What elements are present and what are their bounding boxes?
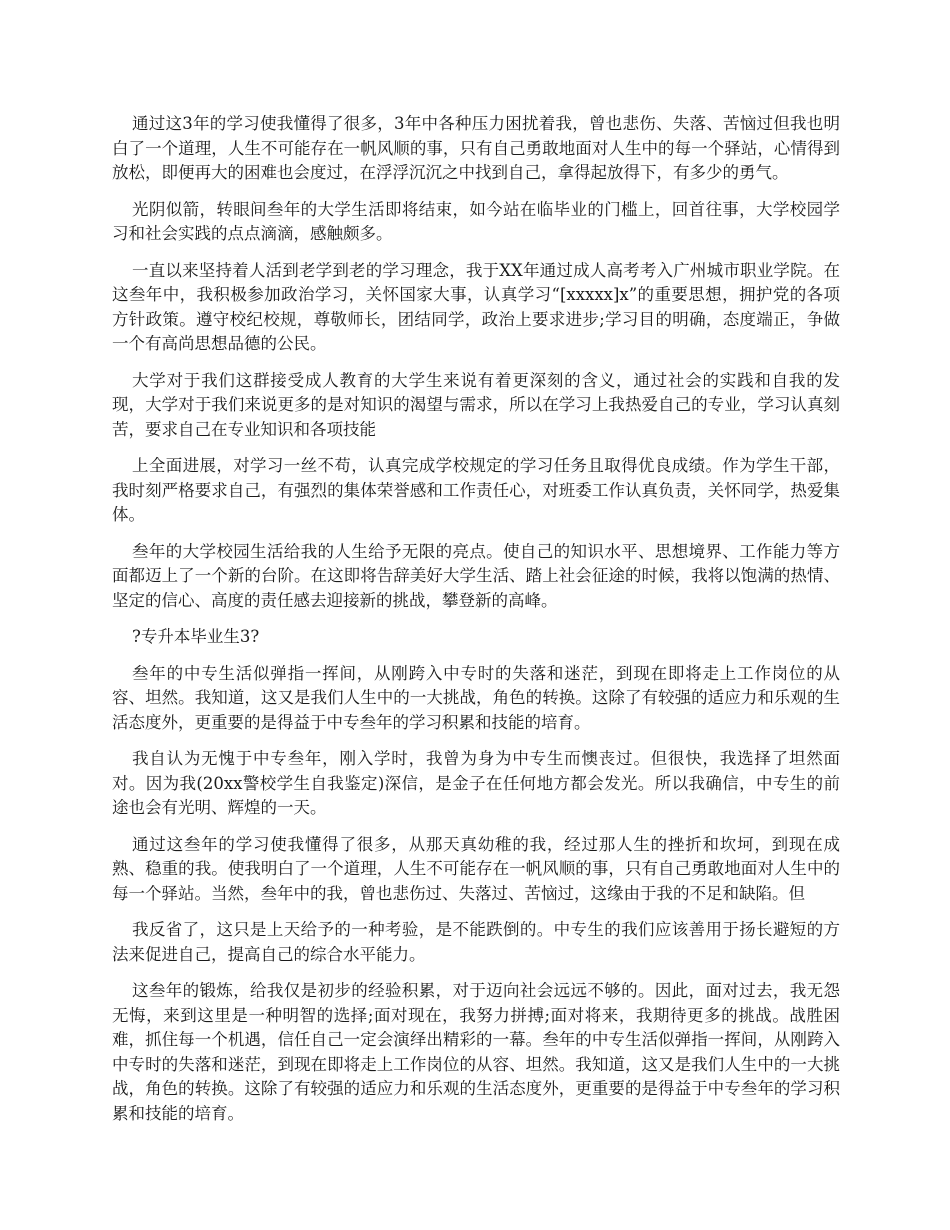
paragraph-5: 上全面进展，对学习一丝不苟，认真完成学校规定的学习任务且取得优良成绩。作为学生干部，我时刻严格要求自己，有强烈的集体荣誉感和工作责任心，对班委工作认真负责，关怀同学，热爱集体。 bbox=[112, 456, 840, 524]
paragraph-7: 叁年的中专生活似弹指一挥间，从刚跨入中专时的失落和迷茫，到现在即将走上工作岗位的从容、坦然。我知道，这又是我们人生中的一大挑战，角色的转换。这除了有较强的适应力和乐观的生活态度外，更重要的是得益于中专叁年的学习积累和技能的培育。 bbox=[112, 663, 840, 732]
paragraph-2: 光阴似箭，转眼间叁年的大学生活即将结束，如今站在临毕业的门槛上，回首往事，大学校园学习和社会实践的点点滴滴，感触颇多。 bbox=[112, 199, 840, 243]
document-page bbox=[112, 112, 840, 1138]
paragraph-1: 通过这3年的学习使我懂得了很多，3年中各种压力困扰着我，曾也悲伤、失落、苦恼过但我也明白了一个道理，人生不可能存在一帆风顺的事，只有自己勇敢地面对人生中的每一个驿站，心情得到放松，即便再大的困难也会度过，在浮浮沉沉之中找到自己，拿得起放得下，有多少的勇气。 bbox=[112, 114, 840, 182]
paragraph-10: 我反省了，这只是上天给予的一种考验，是不能跌倒的。中专生的我们应该善用于扬长避短的方法来促进自己，提高自己的综合水平能力。 bbox=[112, 920, 840, 964]
paragraph-11: 这叁年的锻炼，给我仅是初步的经验积累，对于迈向社会远远不够的。因此，面对过去，我无怨无悔，来到这里是一种明智的选择;面对现在，我努力拼搏;面对将来，我期待更多的挑战。战胜困难，抓住每一个机遇，信任自己一定会演绎出精彩的一幕。叁年的中专生活似弹指一挥间，从刚跨入中专时的失落和迷茫，到现在即将走上工作岗位的从容、坦然。我知道，这又是我们人生中的一大挑战，角色的转换。这除了有较强的适应力和乐观的生活态度外，更重要的是得益于中专叁年的学习积累和技能的培育。 bbox=[112, 981, 840, 1123]
section-heading: ?专升本毕业生3? bbox=[132, 627, 260, 646]
paragraph-3: 一直以来坚持着人活到老学到老的学习理念，我于XX年通过成人高考考入广州城市职业学院。在这叁年中，我积极参加政治学习，关怀国家大事，认真学习“[xxxxx]x”的重要思想，拥护党的各项方针政策。遵守校纪校规，尊敬师长，团结同学，政治上要求进步;学习目的明确，态度端正，争做一个有高尚思想品德的公民。 bbox=[112, 260, 840, 353]
paragraph-4: 大学对于我们这群接受成人教育的大学生来说有着更深刻的含义，通过社会的实践和自我的发现，大学对于我们来说更多的是对知识的渴望与需求，所以在学习上我热爱自己的专业，学习认真刻苦，要求自己在专业知识和各项技能 bbox=[112, 370, 840, 439]
paragraph-8: 我自认为无愧于中专叁年，刚入学时，我曾为身为中专生而懊丧过。但很快，我选择了坦然面对。因为我(20xx警校学生自我鉴定)深信，是金子在任何地方都会发光。所以我确信，中专生的前途也会有光明、辉煌的一天。 bbox=[112, 749, 840, 817]
paragraph-9: 通过这叁年的学习使我懂得了很多，从那天真幼稚的我，经过那人生的挫折和坎坷，到现在成熟、稳重的我。使我明白了一个道理，人生不可能存在一帆风顺的事，只有自己勇敢地面对人生中的每一个驿站。当然，叁年中的我，曾也悲伤过、失落过、苦恼过，这缘由于我的不足和缺陷。但 bbox=[112, 834, 840, 903]
paragraph-6: 叁年的大学校园生活给我的人生给予无限的亮点。使自己的知识水平、思想境界、工作能力等方面都迈上了一个新的台阶。在这即将告辞美好大学生活、踏上社会征途的时候，我将以饱满的热情、坚定的信心、高度的责任感去迎接新的挑战，攀登新的高峰。 bbox=[112, 541, 840, 610]
